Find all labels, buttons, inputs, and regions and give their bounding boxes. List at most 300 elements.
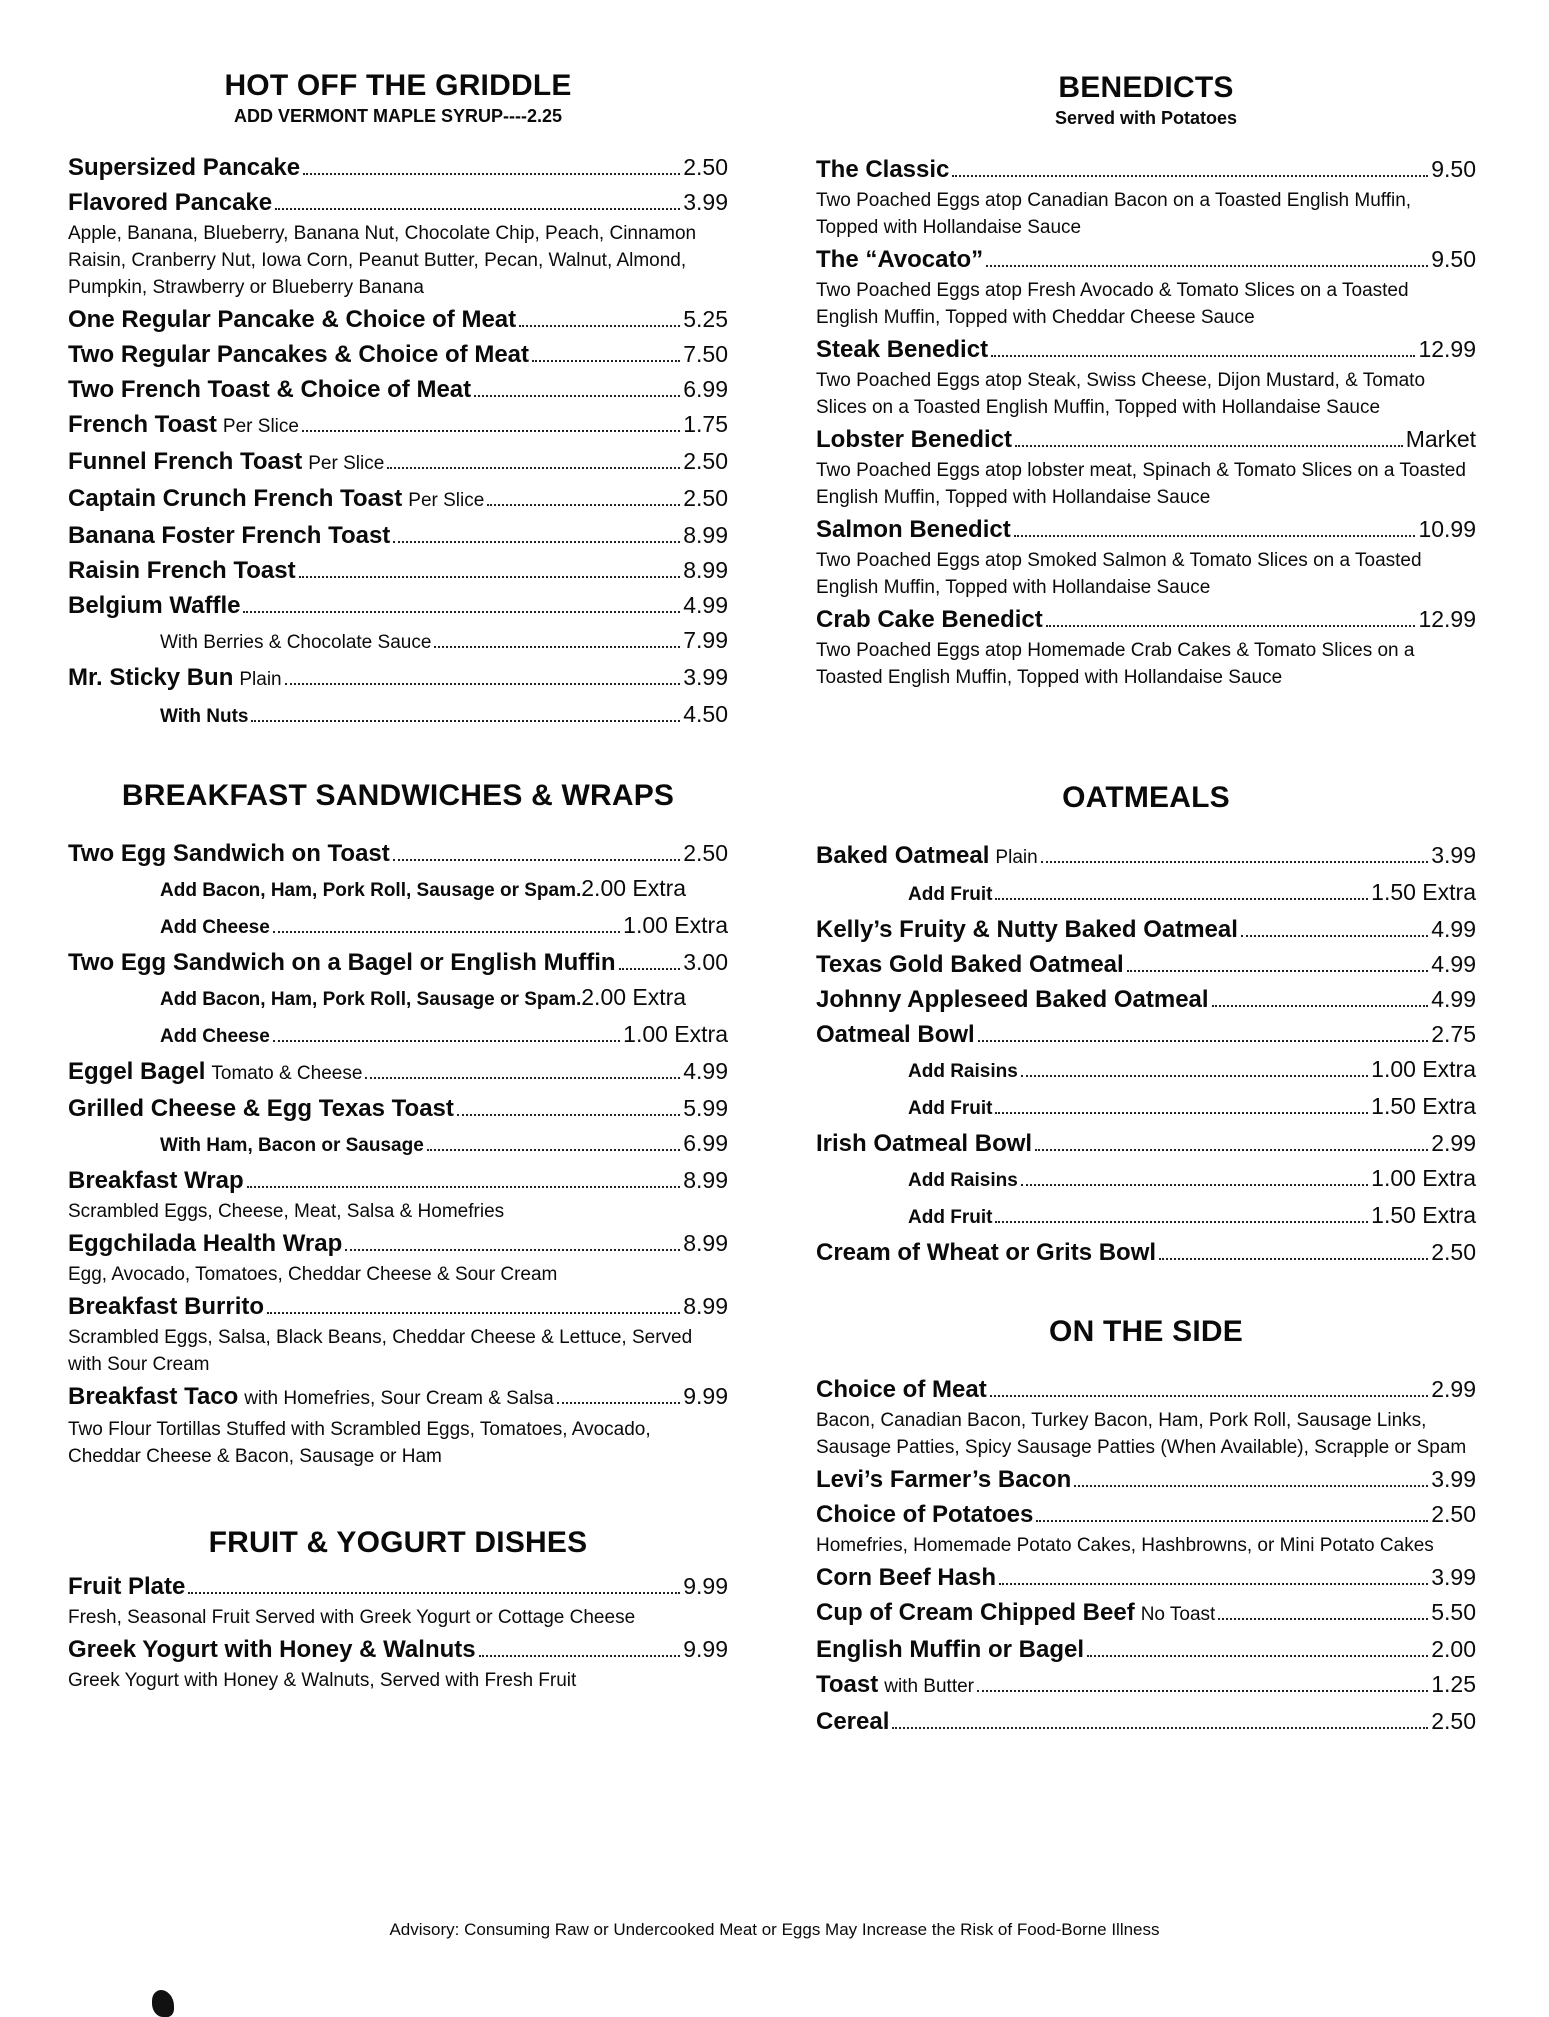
menu-item-row: [816, 1017, 1476, 1052]
menu-item: [68, 588, 728, 623]
dot-leader: [1046, 625, 1416, 627]
menu-item: [68, 407, 728, 444]
item-price: 2.99: [1431, 1376, 1476, 1402]
menu-addon: [68, 871, 728, 908]
item-note: Per Slice: [222, 416, 299, 437]
menu-item-row: [68, 588, 728, 623]
item-price: 6.99: [683, 1130, 728, 1156]
item-price: 7.50: [683, 341, 728, 367]
menu-item-row: [816, 1462, 1476, 1497]
menu-item-row: [816, 912, 1476, 947]
item-name: Add Fruit: [908, 1098, 993, 1119]
dot-leader: [487, 504, 680, 506]
dot-leader: [1212, 1005, 1429, 1007]
dot-leader: [1241, 935, 1428, 937]
dot-leader: [251, 720, 680, 722]
menu-item-row: [68, 945, 728, 980]
menu-item-row: [68, 871, 728, 908]
item-name: Supersized Pancake: [68, 154, 301, 181]
menu-addon: [68, 1017, 728, 1054]
menu-item-row: [816, 875, 1476, 912]
item-note: Per Slice: [408, 490, 485, 511]
menu-item-row: [816, 422, 1476, 457]
menu-item: [68, 337, 728, 372]
item-price: 2.50: [1431, 1708, 1476, 1734]
menu-item: [68, 481, 728, 518]
item-name: Breakfast Taco: [68, 1383, 239, 1410]
menu-item: [68, 660, 728, 697]
item-description: Two Flour Tortillas Stuffed with Scrambled Eggs, Tomatoes, Avocado, Cheddar Cheese & Bacon, Sausage or Ham: [68, 1419, 651, 1467]
menu-item: [68, 945, 728, 980]
menu-addon: [816, 1052, 1476, 1089]
menu-item-row: [816, 1704, 1476, 1739]
menu-item: [68, 1632, 728, 1694]
menu-item-row: [68, 660, 728, 697]
menu-item-list: [68, 836, 728, 1470]
section-subtitle: ADD VERMONT MAPLE SYRUP----2.25: [233, 106, 563, 126]
menu-item-row: [816, 242, 1476, 277]
menu-item: [68, 185, 728, 301]
menu-item: [68, 1163, 728, 1225]
item-description: Two Poached Eggs atop Smoked Salmon & Tomato Slices on a Toasted English Muffin, Topped with Hollandaise Sauce: [816, 550, 1422, 598]
dot-leader: [1218, 1618, 1428, 1620]
menu-item-row: [68, 697, 728, 734]
dot-leader: [427, 1149, 680, 1151]
item-note: Tomato & Cheese: [211, 1063, 363, 1084]
item-price: 2.00: [1431, 1636, 1476, 1662]
menu-item-list: [816, 838, 1476, 1270]
dot-leader: [1127, 970, 1429, 972]
dot-leader: [991, 355, 1415, 357]
item-price: 4.99: [1431, 986, 1476, 1012]
menu-item-row: [68, 1091, 728, 1126]
item-note: Plain: [995, 847, 1038, 868]
dot-leader: [285, 683, 681, 685]
menu-item-row: [68, 302, 728, 337]
item-price: 1.50 Extra: [1371, 1202, 1476, 1228]
menu-item-row: [816, 1497, 1476, 1532]
menu-item-row: [68, 1054, 728, 1091]
item-name: Banana Foster French Toast: [68, 522, 391, 549]
menu-addon: [816, 1198, 1476, 1235]
dot-leader: [457, 1114, 680, 1116]
item-name: Baked Oatmeal: [816, 842, 990, 869]
menu-item-row: [68, 980, 728, 1017]
menu-item-row: [68, 1017, 728, 1054]
dot-leader: [1041, 861, 1429, 863]
item-description: Egg, Avocado, Tomatoes, Cheddar Cheese & Sour Cream: [68, 1264, 558, 1285]
menu-addon: [816, 875, 1476, 912]
dot-leader: [299, 576, 681, 578]
dot-leader: [434, 646, 680, 648]
menu-item: [816, 982, 1476, 1017]
dot-leader: [387, 467, 680, 469]
menu-item-row: [68, 1226, 728, 1261]
menu-item: [816, 152, 1476, 241]
item-name: Toast: [816, 1671, 879, 1698]
item-name: One Regular Pancake & Choice of Meat: [68, 306, 517, 333]
item-price: 1.00 Extra: [623, 1021, 728, 1047]
section-title: BENEDICTS: [1058, 71, 1234, 104]
dot-leader: [1021, 1184, 1368, 1186]
dot-leader: [1035, 1149, 1428, 1151]
menu-item: [816, 1462, 1476, 1497]
advisory-note: Advisory: Consuming Raw or Undercooked Meat or Eggs May Increase the Risk of Food-Borne Illness: [389, 1920, 1160, 1939]
item-price: 2.00 Extra: [581, 875, 687, 901]
section-side: [816, 1314, 1476, 1739]
menu-item-row: [68, 185, 728, 220]
item-description: Homefries, Homemade Potato Cakes, Hashbrowns, or Mini Potato Cakes: [816, 1535, 1434, 1556]
item-name: Two French Toast & Choice of Meat: [68, 376, 472, 403]
item-name: Johnny Appleseed Baked Oatmeal: [816, 986, 1209, 1013]
menu-item: [68, 1226, 728, 1288]
item-price: 8.99: [683, 1167, 728, 1193]
menu-item-row: [68, 623, 728, 660]
item-price: 2.50: [683, 448, 728, 474]
item-name: Grilled Cheese & Egg Texas Toast: [68, 1095, 454, 1122]
menu-item-row: [68, 1379, 728, 1416]
item-price: Market: [1405, 426, 1476, 452]
item-name: Two Egg Sandwich on Toast: [68, 840, 390, 867]
dot-leader: [1087, 1655, 1428, 1657]
item-name: English Muffin or Bagel: [816, 1636, 1084, 1663]
menu-item-row: [816, 1161, 1476, 1198]
item-name: Eggchilada Health Wrap: [68, 1230, 343, 1257]
dot-leader: [619, 968, 681, 970]
dot-leader: [990, 1395, 1429, 1397]
menu-item: [816, 242, 1476, 331]
menu-item: [68, 1054, 728, 1091]
item-description: Bacon, Canadian Bacon, Turkey Bacon, Ham, Pork Roll, Sausage Links, Sausage Patties, Spicy Sausage Patties (When Available), Scrapple or Spam: [816, 1410, 1467, 1458]
item-note: Per Slice: [308, 453, 385, 474]
item-note: with Homefries, Sour Cream & Salsa: [244, 1388, 554, 1409]
item-name: Funnel French Toast: [68, 448, 303, 475]
item-price: 9.50: [1431, 246, 1476, 272]
section-benedicts: [816, 70, 1476, 692]
item-name: The Classic: [816, 156, 950, 183]
dot-leader: [892, 1727, 1428, 1729]
menu-item-row: [816, 947, 1476, 982]
dot-leader: [519, 325, 680, 327]
menu-item-list: [68, 1569, 728, 1694]
dot-leader: [995, 898, 1368, 900]
item-name: With Nuts: [160, 706, 249, 727]
item-price: 2.75: [1431, 1021, 1476, 1047]
section-sandwiches: [68, 778, 728, 1471]
item-price: 1.75: [683, 411, 728, 437]
menu-addon: [816, 1089, 1476, 1126]
item-description: Two Poached Eggs atop lobster meat, Spinach & Tomato Slices on a Toasted English Muffin, Topped with Hollandaise Sauce: [816, 460, 1466, 508]
menu-item: [68, 518, 728, 553]
item-price: 9.50: [1431, 156, 1476, 182]
menu-addon: [816, 1161, 1476, 1198]
item-price: 1.00 Extra: [623, 912, 728, 938]
menu-item: [816, 422, 1476, 511]
item-name: Mr. Sticky Bun: [68, 664, 234, 691]
dot-leader: [479, 1655, 681, 1657]
item-price: 4.99: [1431, 916, 1476, 942]
item-price: 2.50: [683, 840, 728, 866]
item-name: Flavored Pancake: [68, 189, 273, 216]
menu-item: [816, 947, 1476, 982]
item-price: 3.99: [683, 664, 728, 690]
item-description: Two Poached Eggs atop Steak, Swiss Cheese, Dijon Mustard, & Tomato Slices on a Toasted English Muffin, Topped with Hollandaise Sauce: [816, 370, 1426, 418]
menu-item-row: [816, 838, 1476, 875]
menu-item: [816, 512, 1476, 601]
item-note: with Butter: [884, 1676, 974, 1697]
item-price: 3.99: [1431, 842, 1476, 868]
menu-item: [816, 838, 1476, 875]
menu-item-row: [68, 337, 728, 372]
item-price: 3.00: [683, 949, 728, 975]
dot-leader: [275, 208, 680, 210]
menu-item: [68, 372, 728, 407]
menu-item-row: [816, 152, 1476, 187]
menu-item-row: [68, 481, 728, 518]
dot-leader: [393, 541, 680, 543]
item-name: Add Cheese: [160, 917, 270, 938]
menu-item-row: [68, 150, 728, 185]
item-name: Add Bacon, Ham, Pork Roll, Sausage or Spam.: [160, 880, 582, 901]
item-name: Breakfast Burrito: [68, 1293, 265, 1320]
item-name: Breakfast Wrap: [68, 1167, 244, 1194]
dot-leader: [1021, 1075, 1368, 1077]
menu-item-row: [68, 836, 728, 871]
menu-item-row: [68, 908, 728, 945]
dot-leader: [273, 1040, 620, 1042]
item-description: Scrambled Eggs, Cheese, Meat, Salsa & Homefries: [68, 1201, 505, 1222]
menu-item: [68, 444, 728, 481]
menu-item-row: [816, 512, 1476, 547]
item-description: Two Poached Eggs atop Homemade Crab Cakes & Tomato Slices on a Toasted English Muffin, Topped with Hollandaise Sauce: [816, 640, 1415, 688]
item-name: Corn Beef Hash: [816, 1564, 997, 1591]
item-price: 1.25: [1431, 1671, 1476, 1697]
item-price: 3.99: [683, 189, 728, 215]
item-price: 5.50: [1431, 1599, 1476, 1625]
dot-leader: [1014, 535, 1416, 537]
dot-leader: [995, 1221, 1368, 1223]
menu-item-row: [816, 1235, 1476, 1270]
dot-leader: [1074, 1485, 1428, 1487]
item-name: Add Raisins: [908, 1170, 1018, 1191]
menu-item: [816, 332, 1476, 421]
dot-leader: [978, 1040, 1429, 1042]
dot-leader: [247, 1186, 681, 1188]
menu-item-row: [816, 1632, 1476, 1667]
item-price: 6.99: [683, 376, 728, 402]
item-note: No Toast: [1140, 1604, 1216, 1625]
item-price: 2.50: [683, 485, 728, 511]
item-description: Scrambled Eggs, Salsa, Black Beans, Cheddar Cheese & Lettuce, Served with Sour Cream: [68, 1327, 693, 1375]
menu-item-row: [68, 372, 728, 407]
item-price: 5.25: [683, 306, 728, 332]
menu-item-row: [816, 1667, 1476, 1704]
item-name: Lobster Benedict: [816, 426, 1013, 453]
menu-item-list: [816, 1372, 1476, 1739]
item-name: French Toast: [68, 411, 217, 438]
item-price: 2.50: [683, 154, 728, 180]
item-name: Raisin French Toast: [68, 557, 296, 584]
menu-item-row: [68, 407, 728, 444]
menu-item-row: [68, 553, 728, 588]
menu-item: [816, 1667, 1476, 1704]
item-price: 12.99: [1418, 336, 1476, 362]
dot-leader: [243, 611, 680, 613]
item-name: The “Avocato”: [816, 246, 984, 273]
item-price: 9.99: [683, 1636, 728, 1662]
dot-leader: [1036, 1520, 1428, 1522]
item-description: Apple, Banana, Blueberry, Banana Nut, Chocolate Chip, Peach, Cinnamon Raisin, Cranberry Nut, Iowa Corn, Peanut Butter, Pecan, Walnut, Almond, Pumpkin, Strawberry or Blueberry Banana: [68, 223, 697, 298]
item-note: Plain: [239, 669, 282, 690]
item-price: 5.99: [683, 1095, 728, 1121]
menu-item: [68, 1569, 728, 1631]
dot-leader: [977, 1690, 1428, 1692]
item-price: 4.99: [683, 592, 728, 618]
dot-leader: [999, 1583, 1428, 1585]
ink-speck: [152, 1990, 174, 2017]
menu-item-row: [816, 1372, 1476, 1407]
menu-item-list: [68, 150, 728, 734]
item-name: Add Bacon, Ham, Pork Roll, Sausage or Spam.: [160, 989, 582, 1010]
item-name: Choice of Potatoes: [816, 1501, 1034, 1528]
dot-leader: [302, 430, 680, 432]
menu-item: [68, 1379, 728, 1470]
item-price: 2.99: [1431, 1130, 1476, 1156]
section-title: ON THE SIDE: [1049, 1315, 1243, 1348]
section-title: BREAKFAST SANDWICHES & WRAPS: [121, 779, 675, 812]
item-name: Two Regular Pancakes & Choice of Meat: [68, 341, 530, 368]
dot-leader: [1159, 1258, 1428, 1260]
menu-item-row: [68, 1289, 728, 1324]
item-price: 2.50: [1431, 1501, 1476, 1527]
dot-leader: [273, 931, 620, 933]
menu-item: [816, 1595, 1476, 1632]
item-description: Greek Yogurt with Honey & Walnuts, Served with Fresh Fruit: [68, 1670, 577, 1691]
section-fruit: [68, 1525, 728, 1695]
item-name: Greek Yogurt with Honey & Walnuts: [68, 1636, 476, 1663]
dot-leader: [303, 173, 680, 175]
item-price: 4.99: [1431, 951, 1476, 977]
item-price: 1.50 Extra: [1371, 1093, 1476, 1119]
dot-leader: [532, 360, 680, 362]
item-name: Levi’s Farmer’s Bacon: [816, 1466, 1072, 1493]
item-name: Salmon Benedict: [816, 516, 1011, 543]
item-price: 7.99: [683, 627, 728, 653]
menu-item: [816, 1497, 1476, 1559]
dot-leader: [952, 175, 1428, 177]
item-name: Two Egg Sandwich on a Bagel or English Muffin: [68, 949, 616, 976]
menu-item: [816, 602, 1476, 691]
item-name: Oatmeal Bowl: [816, 1021, 975, 1048]
item-name: Cup of Cream Chipped Beef: [816, 1599, 1135, 1626]
dot-leader: [995, 1112, 1368, 1114]
menu-item: [816, 1235, 1476, 1270]
item-price: 9.99: [683, 1383, 728, 1409]
menu-item: [68, 150, 728, 185]
menu-item-row: [816, 602, 1476, 637]
item-price: 3.99: [1431, 1564, 1476, 1590]
menu-item: [68, 836, 728, 871]
item-description: Two Poached Eggs atop Canadian Bacon on a Toasted English Muffin, Topped with Hollandaise Sauce: [816, 190, 1412, 238]
dot-leader: [345, 1249, 680, 1251]
item-name: Choice of Meat: [816, 1376, 987, 1403]
dot-leader: [986, 265, 1428, 267]
menu-item: [816, 1704, 1476, 1739]
menu-addon: [68, 908, 728, 945]
menu-item-row: [816, 1560, 1476, 1595]
section-subtitle: Served with Potatoes: [1054, 108, 1238, 128]
menu-item: [816, 912, 1476, 947]
item-price: 12.99: [1418, 606, 1476, 632]
menu-item-row: [68, 1569, 728, 1604]
item-name: Add Fruit: [908, 884, 993, 905]
menu-item: [68, 553, 728, 588]
item-price: 4.99: [683, 1058, 728, 1084]
item-name: Belgium Waffle: [68, 592, 241, 619]
item-price: 3.99: [1431, 1466, 1476, 1492]
dot-leader: [557, 1402, 681, 1404]
section-title: FRUIT & YOGURT DISHES: [208, 1526, 588, 1559]
section-griddle: [68, 68, 728, 734]
item-name: Kelly’s Fruity & Nutty Baked Oatmeal: [816, 916, 1238, 943]
menu-item-row: [816, 1052, 1476, 1089]
dot-leader: [474, 395, 680, 397]
section-title: OATMEALS: [1062, 781, 1230, 814]
menu-item: [816, 1126, 1476, 1161]
menu-item-row: [68, 1632, 728, 1667]
menu-addon: [68, 1126, 728, 1163]
menu-item: [816, 1560, 1476, 1595]
item-name: Texas Gold Baked Oatmeal: [816, 951, 1124, 978]
item-name: Cream of Wheat or Grits Bowl: [816, 1239, 1157, 1266]
item-price: 10.99: [1418, 516, 1476, 542]
item-name: Cereal: [816, 1708, 890, 1735]
item-name: Steak Benedict: [816, 336, 989, 363]
item-price: 2.00 Extra: [581, 984, 687, 1010]
menu-item-row: [68, 1126, 728, 1163]
item-price: 8.99: [683, 1230, 728, 1256]
item-price: 8.99: [683, 1293, 728, 1319]
menu-item-row: [68, 444, 728, 481]
item-price: 2.50: [1431, 1239, 1476, 1265]
item-price: 8.99: [683, 522, 728, 548]
item-price: 1.00 Extra: [1371, 1165, 1476, 1191]
menu-item-row: [68, 1163, 728, 1198]
dot-leader: [1015, 445, 1403, 447]
menu-item: [68, 1289, 728, 1378]
item-name: Add Raisins: [908, 1061, 1018, 1082]
item-name: With Berries & Chocolate Sauce: [160, 632, 432, 653]
menu-item-row: [816, 332, 1476, 367]
menu-addon: [68, 623, 728, 660]
item-name: Eggel Bagel: [68, 1058, 206, 1085]
item-name: With Ham, Bacon or Sausage: [160, 1135, 424, 1156]
dot-leader: [267, 1312, 680, 1314]
menu-item-row: [816, 1126, 1476, 1161]
item-price: 1.00 Extra: [1371, 1056, 1476, 1082]
item-price: 1.50 Extra: [1371, 879, 1476, 905]
section-title: HOT OFF THE GRIDDLE: [224, 69, 572, 102]
item-description: Two Poached Eggs atop Fresh Avocado & Tomato Slices on a Toasted English Muffin, Topped with Cheddar Cheese Sauce: [816, 280, 1409, 328]
item-name: Fruit Plate: [68, 1573, 186, 1600]
menu-item: [816, 1632, 1476, 1667]
section-oatmeals: [816, 780, 1476, 1270]
item-name: Captain Crunch French Toast: [68, 485, 403, 512]
item-name: Add Fruit: [908, 1207, 993, 1228]
menu-addon: [68, 980, 728, 1017]
item-price: 9.99: [683, 1573, 728, 1599]
menu-item: [816, 1372, 1476, 1461]
